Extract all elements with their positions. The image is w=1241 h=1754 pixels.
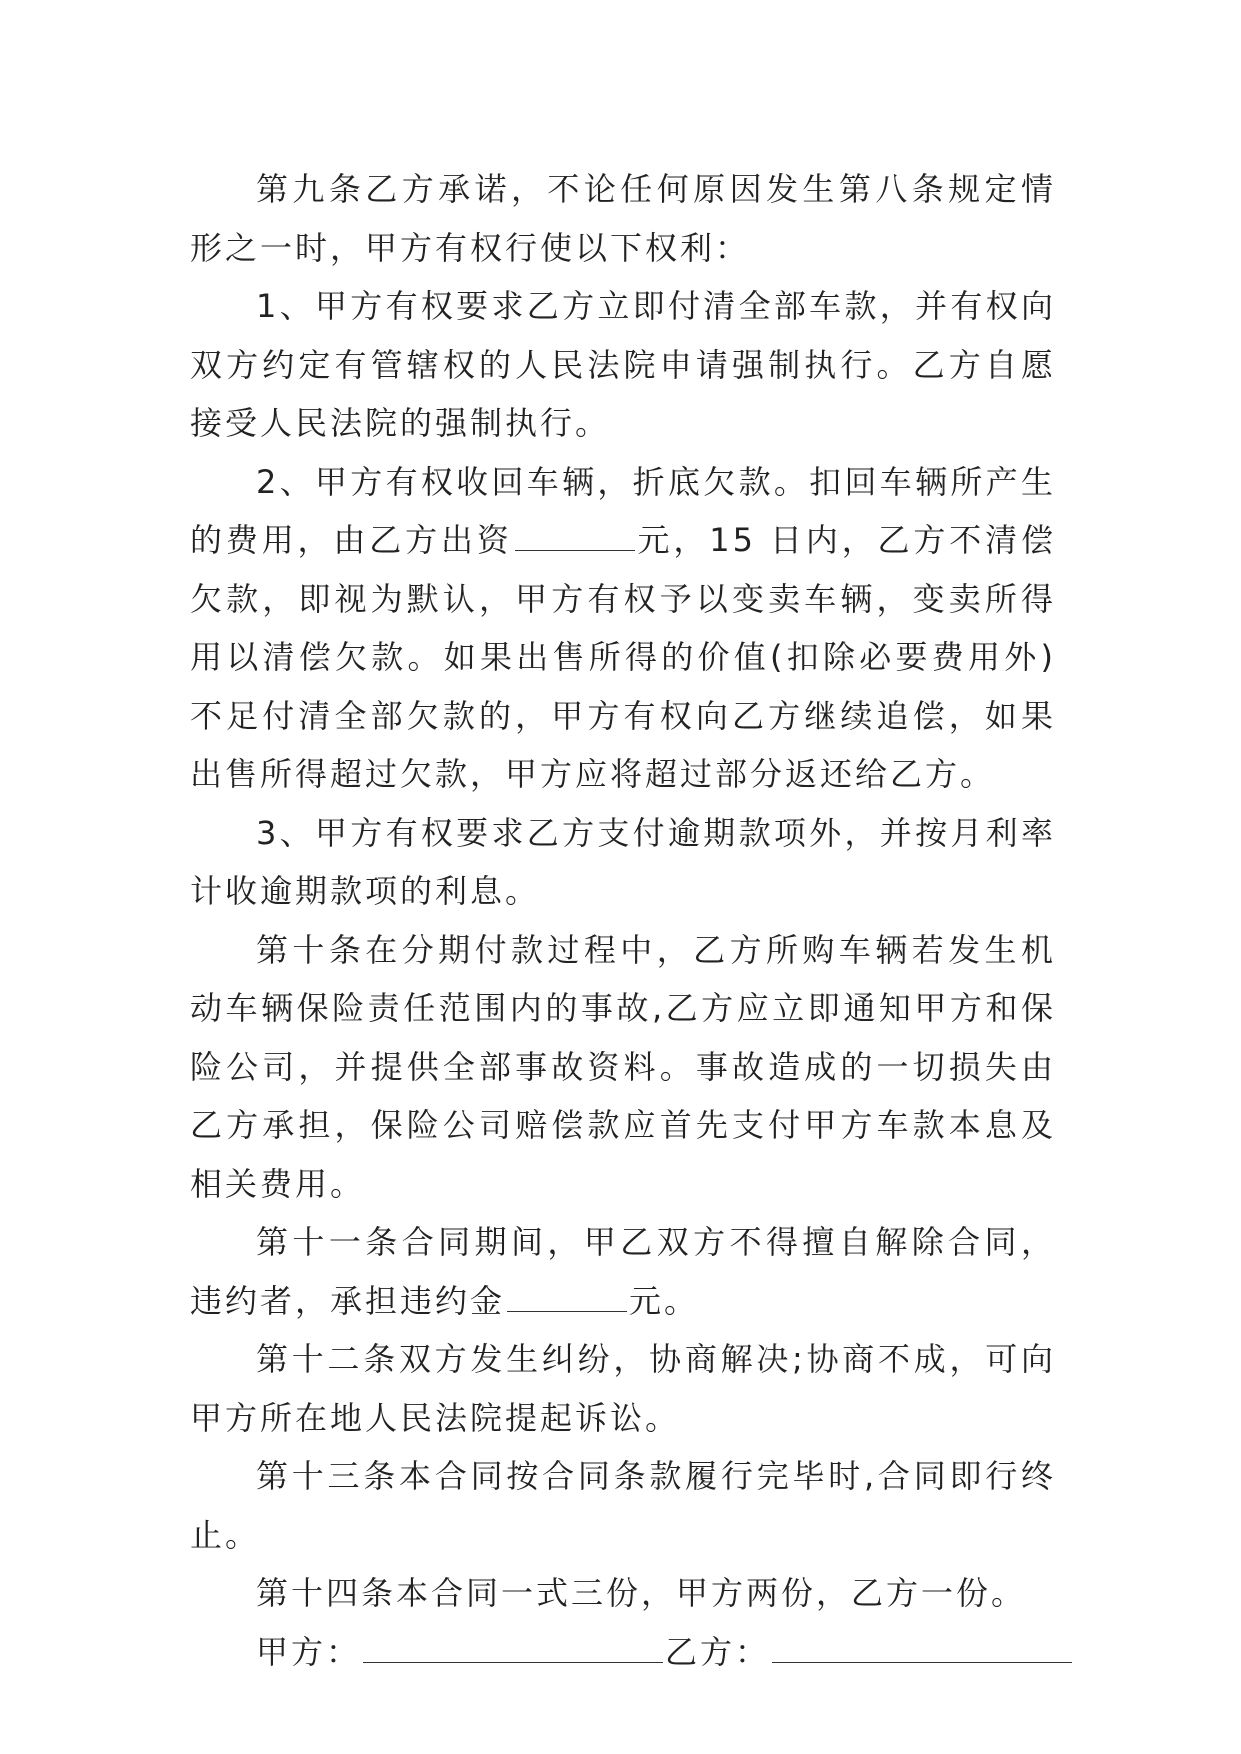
penalty-amount-blank [507,1279,627,1312]
article-10: 第十条在分期付款过程中，乙方所购车辆若发生机动车辆保险责任范围内的事故,乙方应立即通知甲方和保险公司，并提供全部事故资料。事故造成的一切损失由乙方承担，保险公司赔偿款应首先支付甲方车款本息及相关费用。 [190,930,1056,1203]
party-b-signature-blank [772,1630,1072,1663]
signature-line [190,1623,1056,1682]
party-b-label: 乙方： [665,1632,771,1671]
article-14: 第十四条本合同一式三份，甲方两份，乙方一份。 [256,1574,1027,1612]
article-9-intro: 第九条乙方承诺，不论任何原因发生第八条规定情形之一时，甲方有权行使以下权利： [190,170,1056,267]
article-9-item-3: 3、甲方有权要求乙方支付逾期款项外，并按月利率计收逾期款项的利息。 [190,813,1056,910]
article-12: 第十二条双方发生纠纷，协商解决;协商不成，可向甲方所在地人民法院提起诉讼。 [190,1340,1056,1437]
article-9-item-2-text-after: 元，15 日内，乙方不清偿欠款，即视为默认，甲方有权予以变卖车辆，变卖所得用以清偿欠款。如果出售所得的价值(扣除必要费用外)不足付清全部欠款的，甲方有权向乙方继续追偿，如果出售所得超过欠款，甲方应将超过部分返还给乙方。 [190,521,1056,793]
party-a-signature-blank [363,1630,663,1663]
article-11-text-after: 元。 [629,1281,700,1320]
article-9-item-2 [190,453,1056,804]
article-13: 第十三条本合同按合同条款履行完毕时,合同即行终止。 [190,1457,1056,1554]
document-body [190,160,1056,1681]
party-a-label: 甲方： [256,1632,362,1671]
article-9-item-2-text-before: 2、甲方有权收回车辆，折底欠款。扣回车辆所产生的费用，由乙方出资 [190,462,1056,559]
payment-amount-blank [515,518,635,551]
article-11 [190,1213,1056,1330]
article-9-item-1: 1、甲方有权要求乙方立即付清全部车款，并有权向双方约定有管辖权的人民法院申请强制执行。乙方自愿接受人民法院的强制执行。 [190,287,1056,442]
article-11-text-before: 第十一条合同期间，甲乙双方不得擅自解除合同，违约者，承担违约金 [190,1223,1056,1320]
